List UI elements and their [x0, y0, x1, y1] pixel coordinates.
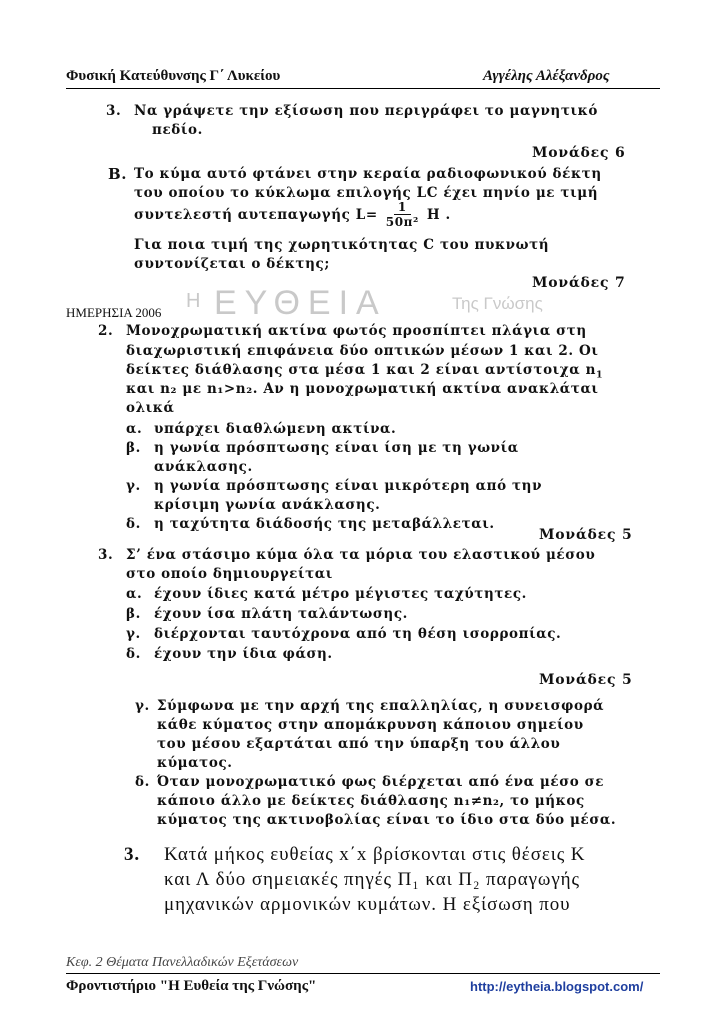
b-text-line3 — [134, 200, 451, 230]
q3b-option-b-label: β. — [126, 606, 141, 622]
b-line3-pre: συντελεστή αυτεπαγωγής L= — [134, 207, 378, 223]
b-label: Β. — [108, 165, 128, 183]
q3c-number: 3. — [124, 844, 141, 865]
q3b-number: 3. — [98, 547, 114, 563]
header-subject: Φυσική Κατεύθυνσης Γ΄ Λυκείου — [66, 68, 281, 84]
inductance-fraction — [384, 200, 421, 230]
fraction-denominator: 50π² — [385, 215, 419, 229]
q2-option-d: η ταχύτητα διάδοσής της μεταβάλλεται. — [154, 516, 495, 532]
marks-7: Μονάδες 7 — [532, 275, 626, 291]
q2-option-b: η γωνία πρόσπτωσης είναι ίση με τη γωνία — [154, 440, 519, 456]
q3b-option-d: έχουν την ίδια φάση. — [154, 646, 333, 662]
g-text-line3: του μέσου εξαρτάται από την ύπαρξη του άλλου — [157, 736, 561, 752]
footer-rule — [66, 973, 660, 974]
q2-option-a-label: α. — [126, 421, 143, 437]
b-text-line4: Για ποια τιμή της χωρητικότητας C του πυκνωτή — [134, 237, 550, 253]
footer-chapter: Κεφ. 2 Θέματα Πανελλαδικών Εξετάσεων — [66, 955, 299, 970]
q2-option-a: υπάρχει διαθλώμενη ακτίνα. — [154, 421, 397, 437]
footer-link[interactable]: http://eytheia.blogspot.com/ — [470, 979, 644, 994]
g-text-line1: Σύμφωνα με την αρχή της επαλληλίας, η συνεισφορά — [157, 698, 605, 714]
b-line3-post: H . — [426, 207, 451, 223]
q2-text-line4: και n₂ με n₁>n₂. Αν η μονοχρωματική ακτίνα ανακλάται — [126, 381, 599, 397]
q2-text-line5: ολικά — [126, 400, 175, 416]
q3c-text-line3: μηχανικών αρμονικών κυμάτων. Η εξίσωση που — [164, 894, 571, 915]
q2-option-c-label: γ. — [126, 478, 141, 494]
q2-option-c-cont: κρίσιμη γωνία ανάκλασης. — [154, 497, 381, 513]
watermark-right: Της Γνώσης — [452, 294, 543, 313]
q2-option-b-label: β. — [126, 440, 141, 456]
q2-option-b-cont: ανάκλασης. — [154, 459, 253, 475]
d-label: δ. — [135, 774, 150, 790]
header-author: Αγγέλης Αλέξανδρος — [483, 68, 610, 84]
q3b-option-a: έχουν ίδιες κατά μέτρο μέγιστες ταχύτητες. — [154, 586, 527, 602]
q2-number: 2. — [98, 323, 114, 339]
watermark-left: Η — [186, 290, 201, 312]
d-text-line3: κύματος της ακτινοβολίας είναι το ίδιο στα δύο μέσα. — [157, 812, 617, 828]
q2-option-d-label: δ. — [126, 516, 141, 532]
g-text-line2: κάθε κύματος στην απομάκρυνση κάποιου σημείου — [157, 717, 584, 733]
q3c-text-line2: και Λ δύο σημειακές πηγές Π₁ και Π₂ παραγωγής — [164, 869, 580, 890]
g-text-line4: κύματος. — [157, 755, 233, 771]
watermark-logo: ΕΥΘΕΙΑ — [214, 284, 387, 322]
q2-text-line2: διαχωριστική επιφάνεια δύο οπτικών μέσων 1 και 2. Οι — [126, 343, 599, 359]
q3-text-line2: πεδίο. — [152, 122, 203, 138]
q3b-option-b: έχουν ίσα πλάτη ταλάντωσης. — [154, 606, 408, 622]
marks-5-a: Μονάδες 5 — [539, 527, 633, 543]
marks-6: Μονάδες 6 — [532, 145, 626, 161]
q3b-text-line2: στο οποίο δημιουργείται — [126, 566, 333, 582]
footer-school: Φροντιστήριο "Η Ευθεία της Γνώσης" — [66, 978, 317, 994]
fraction-numerator: 1 — [394, 200, 411, 215]
b-text-line2: του οποίου το κύκλωμα επιλογής LC έχει πηνίο με τιμή — [134, 185, 599, 201]
q2-line3-sub: 1 — [595, 369, 604, 381]
q2-option-c: η γωνία πρόσπτωσης είναι μικρότερη από την — [154, 478, 543, 494]
g-label: γ. — [135, 698, 150, 714]
q2-text-line1: Μονοχρωματική ακτίνα φωτός προσπίπτει πλάγια στη — [126, 323, 587, 339]
q3b-option-d-label: δ. — [126, 646, 141, 662]
q3-number: 3. — [106, 103, 122, 119]
d-text-line2: κάποιο άλλο με δείκτες διάθλασης n₁≠n₂, το μήκος — [157, 793, 585, 809]
q3c-text-line1: Κατά μήκος ευθείας x΄x βρίσκονται στις θέσεις Κ — [164, 844, 586, 865]
marks-5-b: Μονάδες 5 — [539, 672, 633, 688]
b-text-line1: Το κύμα αυτό φτάνει στην κεραία ραδιοφωνικού δέκτη — [134, 166, 602, 182]
q3b-option-a-label: α. — [126, 586, 143, 602]
header-rule — [66, 88, 660, 89]
q2-line3-text: δείκτες διάθλασης στα μέσα 1 και 2 είναι αντίστοιχα n — [126, 362, 596, 378]
q3-text-line1 — [134, 102, 654, 120]
q3-text-1: Να γράψετε την εξίσωση που περιγράφει το μαγνητικό — [134, 103, 598, 119]
q3b-text-line1: Σ’ ένα στάσιμο κύμα όλα τα μόρια του ελαστικού μέσου — [126, 547, 596, 563]
b-text-line5: συντονίζεται ο δέκτης; — [134, 256, 330, 272]
q3b-option-c: διέρχονται ταυτόχρονα από τη θέση ισορροπίας. — [154, 626, 562, 642]
q3b-option-c-label: γ. — [126, 626, 141, 642]
section-label: ΗΜΕΡΗΣΙΑ 2006 — [66, 305, 162, 320]
d-text-line1: Όταν μονοχρωματικό φως διέρχεται από ένα μέσο σε — [157, 774, 605, 790]
